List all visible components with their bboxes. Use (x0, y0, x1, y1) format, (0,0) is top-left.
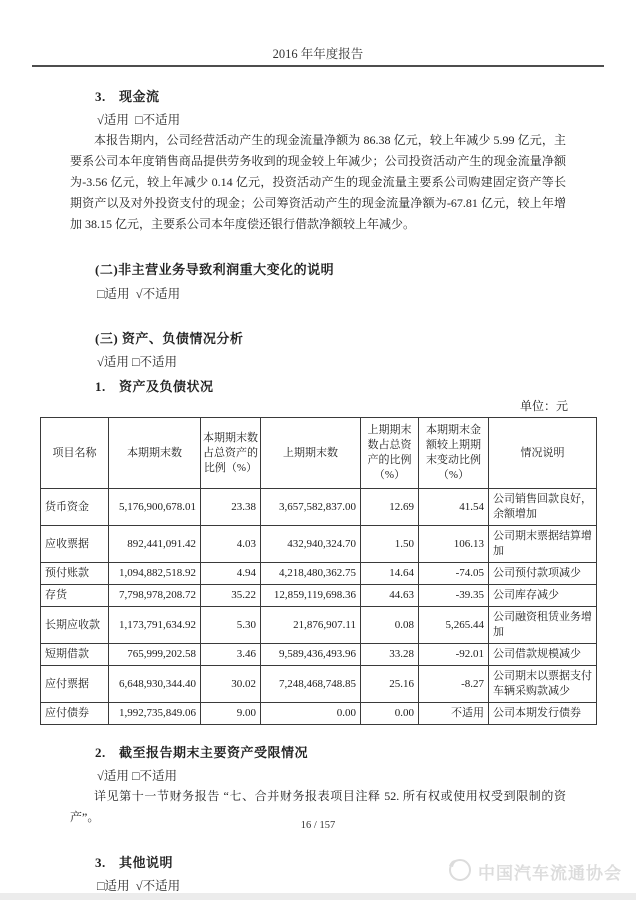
table-cell: 1,992,735,849.06 (109, 703, 201, 725)
table-cell: 5,265.44 (419, 607, 489, 644)
table-cell: 12.69 (361, 489, 419, 526)
watermark-text: 中国汽车流通协会 (478, 864, 622, 883)
table-row (41, 666, 597, 703)
table-cell: -39.35 (419, 585, 489, 607)
table-cell: 公司本期发行债券 (489, 703, 597, 725)
table-row (41, 489, 597, 526)
heading-text: 其他说明 (119, 855, 174, 870)
table-cell: 公司期末票据结算增加 (489, 526, 597, 563)
table-cell: 30.02 (201, 666, 261, 703)
page-content (0, 86, 636, 894)
table-cell: 432,940,324.70 (261, 526, 361, 563)
subsection-heading-asset-status (95, 376, 596, 395)
section-heading-cashflow (95, 86, 596, 105)
column-header: 上期期末数占总资产的比例（%） (361, 418, 419, 489)
section-heading-assets-liabilities: (三) 资产、负债情况分析 (95, 331, 244, 346)
table-cell: 公司预付款项减少 (489, 563, 597, 585)
table-row (41, 526, 597, 563)
table-cell: 25.16 (361, 666, 419, 703)
table-cell: 35.22 (201, 585, 261, 607)
applicable-line-restricted-assets: √适用 □不适用 (97, 769, 178, 783)
table-cell: 1,173,791,634.92 (109, 607, 201, 644)
table-cell: 41.54 (419, 489, 489, 526)
column-header: 本期期末数 (109, 418, 201, 489)
applicable-line-cashflow: √适用 □不适用 (97, 113, 181, 127)
table-cell: -8.27 (419, 666, 489, 703)
table-cell: 长期应收款 (41, 607, 109, 644)
column-header: 项目名称 (41, 418, 109, 489)
table-cell: 公司期末以票据支付车辆采购款减少 (489, 666, 597, 703)
table-cell: 33.28 (361, 644, 419, 666)
table-cell: 0.08 (361, 607, 419, 644)
page-number: 16 / 157 (300, 820, 336, 831)
heading-number: 3. (95, 89, 106, 104)
applicable-line-non-main-business: □适用 √不适用 (97, 287, 181, 301)
table-cell: 货币资金 (41, 489, 109, 526)
table-cell: 0.00 (361, 703, 419, 725)
column-header: 情况说明 (489, 418, 597, 489)
cashflow-paragraph: 本报告期内，公司经营活动产生的现金流量净额为 86.38 亿元，较上年减少 5.99 亿元，主要系公司本年度销售商品提供劳务收到的现金较上年减少；公司投资活动产生的现金流量净额为-3.56 亿元，较上年减少 0.14 亿元，投资活动产生的现金流量主要系公司购建固定资产等长期资产以及对外投资支付的现金；公司筹资活动产生的现金流量净额为-67.81 亿元，较上年增加 38.15 亿元，主要系公司本年度偿还银行借款净额较上年减少。 (70, 133, 566, 231)
table-row (41, 563, 597, 585)
table-cell: 1.50 (361, 526, 419, 563)
table-cell: 短期借款 (41, 644, 109, 666)
table-cell: 公司销售回款良好，余额增加 (489, 489, 597, 526)
table-cell: 预付账款 (41, 563, 109, 585)
restricted-assets-note: 详见第十一节财务报告 “七、合并财务报表项目注释 52. 所有权或使用权受到限制的资产”。 (70, 789, 566, 824)
applicable-line-other-notes: □适用 √不适用 (97, 879, 181, 893)
cada-logo-icon (446, 856, 472, 887)
table-cell: 1,094,882,518.92 (109, 563, 201, 585)
table-cell: 应收票据 (41, 526, 109, 563)
table-cell: 892,441,091.42 (109, 526, 201, 563)
unit-label: 单位：元 (519, 399, 568, 413)
table-cell: 存货 (41, 585, 109, 607)
table-cell: 3.46 (201, 644, 261, 666)
table-cell: 21,876,907.11 (261, 607, 361, 644)
table-cell: 765,999,202.58 (109, 644, 201, 666)
asset-table-body (41, 489, 597, 725)
table-cell: 5.30 (201, 607, 261, 644)
table-cell: 4.94 (201, 563, 261, 585)
applicable-line-assets-liabilities: √适用 □不适用 (97, 355, 178, 369)
table-cell: 23.38 (201, 489, 261, 526)
table-cell: 3,657,582,837.00 (261, 489, 361, 526)
table-cell: 44.63 (361, 585, 419, 607)
table-cell: 9.00 (201, 703, 261, 725)
table-cell: -74.05 (419, 563, 489, 585)
heading-number: 3. (95, 855, 106, 870)
bottom-strip (0, 893, 636, 900)
table-cell: 应付债券 (41, 703, 109, 725)
heading-text: 现金流 (119, 89, 160, 104)
table-cell: 4,218,480,362.75 (261, 563, 361, 585)
table-cell: 9,589,436,493.96 (261, 644, 361, 666)
table-row (41, 585, 597, 607)
table-cell: 公司借款规模减少 (489, 644, 597, 666)
watermark (446, 856, 622, 887)
asset-liability-table (40, 417, 597, 725)
table-cell: 12,859,119,698.36 (261, 585, 361, 607)
heading-text: 资产及负债状况 (119, 379, 214, 394)
heading-text: 截至报告期末主要资产受限情况 (119, 745, 309, 760)
column-header: 本期期末数占总资产的比例（%） (201, 418, 261, 489)
table-cell: 应付票据 (41, 666, 109, 703)
section-heading-restricted-assets (95, 742, 596, 761)
table-row (41, 703, 597, 725)
table-cell: 14.64 (361, 563, 419, 585)
table-header-row (41, 418, 597, 489)
heading-number: 2. (95, 745, 106, 760)
table-cell: 公司库存减少 (489, 585, 597, 607)
table-cell: 6,648,930,344.40 (109, 666, 201, 703)
table-cell: 106.13 (419, 526, 489, 563)
table-cell: 5,176,900,678.01 (109, 489, 201, 526)
report-title: 2016 年年度报告 (272, 47, 364, 61)
table-cell: 公司融资租赁业务增加 (489, 607, 597, 644)
column-header: 本期期末金额较上期期末变动比例（%） (419, 418, 489, 489)
table-cell: 不适用 (419, 703, 489, 725)
table-cell: 7,798,978,208.72 (109, 585, 201, 607)
table-row (41, 644, 597, 666)
page-header (32, 0, 604, 67)
table-cell: 4.03 (201, 526, 261, 563)
table-cell: -92.01 (419, 644, 489, 666)
heading-number: 1. (95, 379, 106, 394)
section-heading-non-main-business: (二)非主营业务导致利润重大变化的说明 (95, 262, 335, 277)
column-header: 上期期末数 (261, 418, 361, 489)
table-cell: 0.00 (261, 703, 361, 725)
table-row (41, 607, 597, 644)
table-cell: 7,248,468,748.85 (261, 666, 361, 703)
